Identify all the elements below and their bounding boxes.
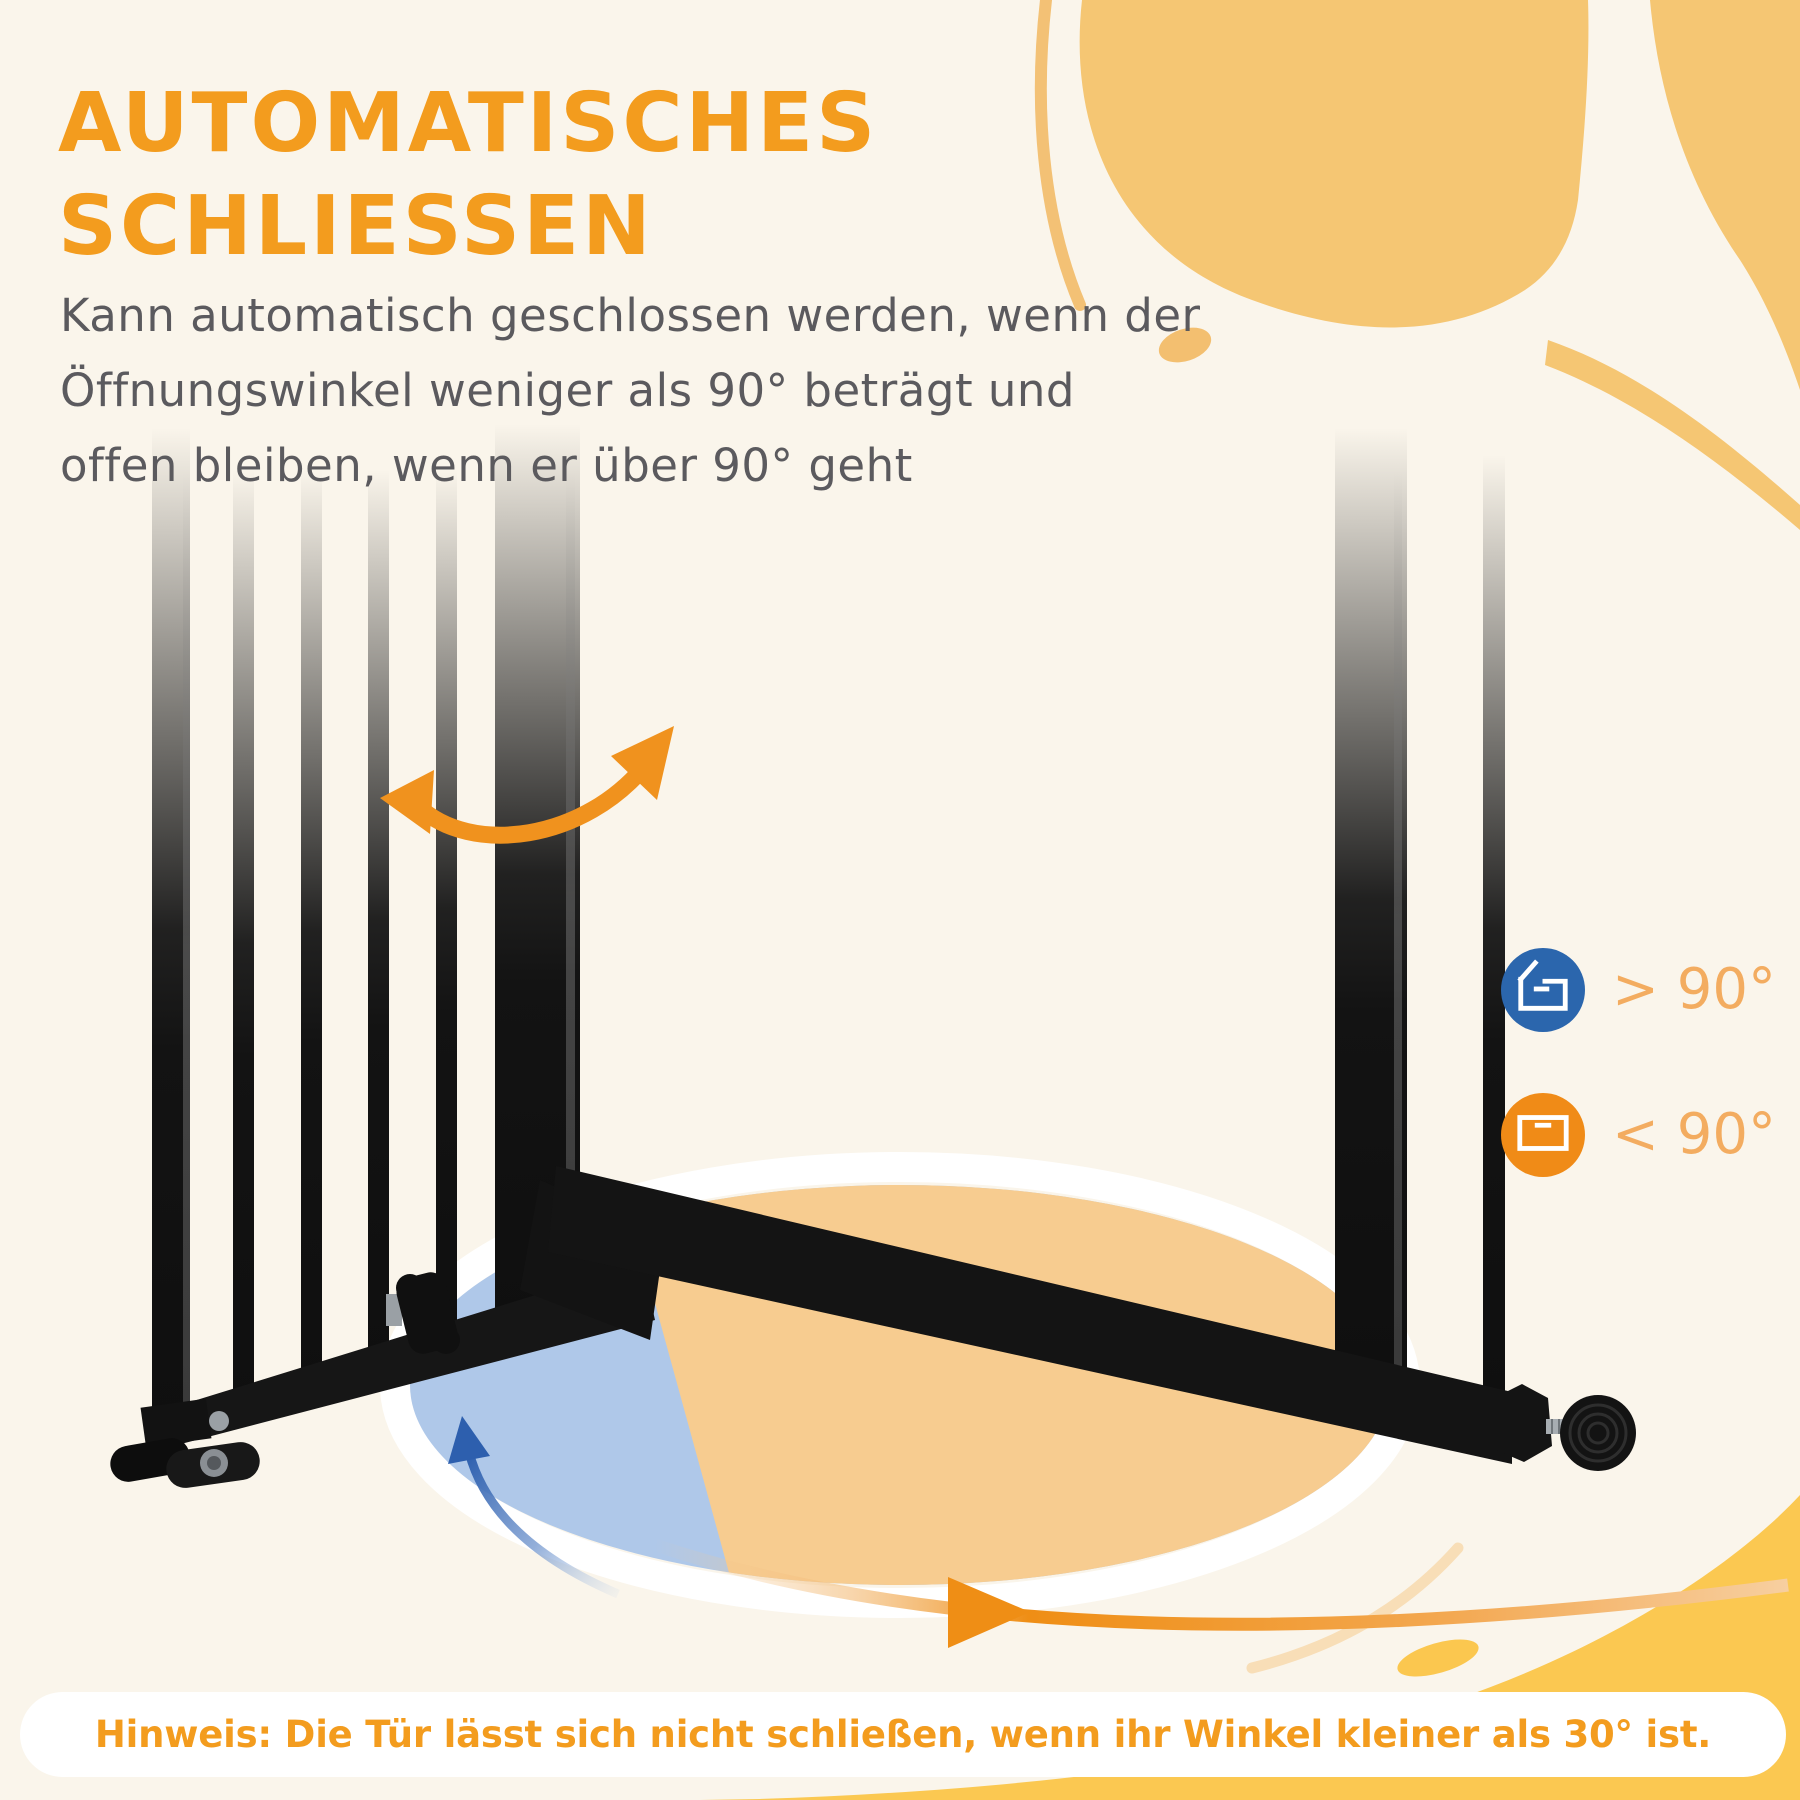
legend-badge-open bbox=[1501, 948, 1585, 1032]
notice-text: Hinweis: Die Tür lässt sich nicht schließen, wenn ihr Winkel kleiner als 30° ist. bbox=[94, 1713, 1712, 1756]
page-title bbox=[58, 72, 878, 278]
description-line2: Öffnungswinkel weniger als 90° beträgt und bbox=[60, 364, 1075, 417]
legend-badge-closed bbox=[1501, 1093, 1585, 1177]
door-open-icon bbox=[1514, 959, 1572, 1021]
legend-label-open: > 90° bbox=[1612, 957, 1776, 1022]
description-line1: Kann automatisch geschlossen werden, wenn der bbox=[60, 289, 1201, 342]
notice-bar bbox=[20, 1692, 1786, 1777]
description-line3: offen bleiben, wenn er über 90° geht bbox=[60, 439, 913, 492]
page-title-line2: SCHLIESSEN bbox=[58, 179, 654, 274]
description-text bbox=[60, 278, 1201, 503]
legend-label-closed: < 90° bbox=[1612, 1102, 1776, 1167]
page-title-line1: AUTOMATISCHES bbox=[58, 76, 879, 171]
gate-right-foot bbox=[1494, 1384, 1636, 1471]
door-closed-icon bbox=[1514, 1104, 1572, 1166]
